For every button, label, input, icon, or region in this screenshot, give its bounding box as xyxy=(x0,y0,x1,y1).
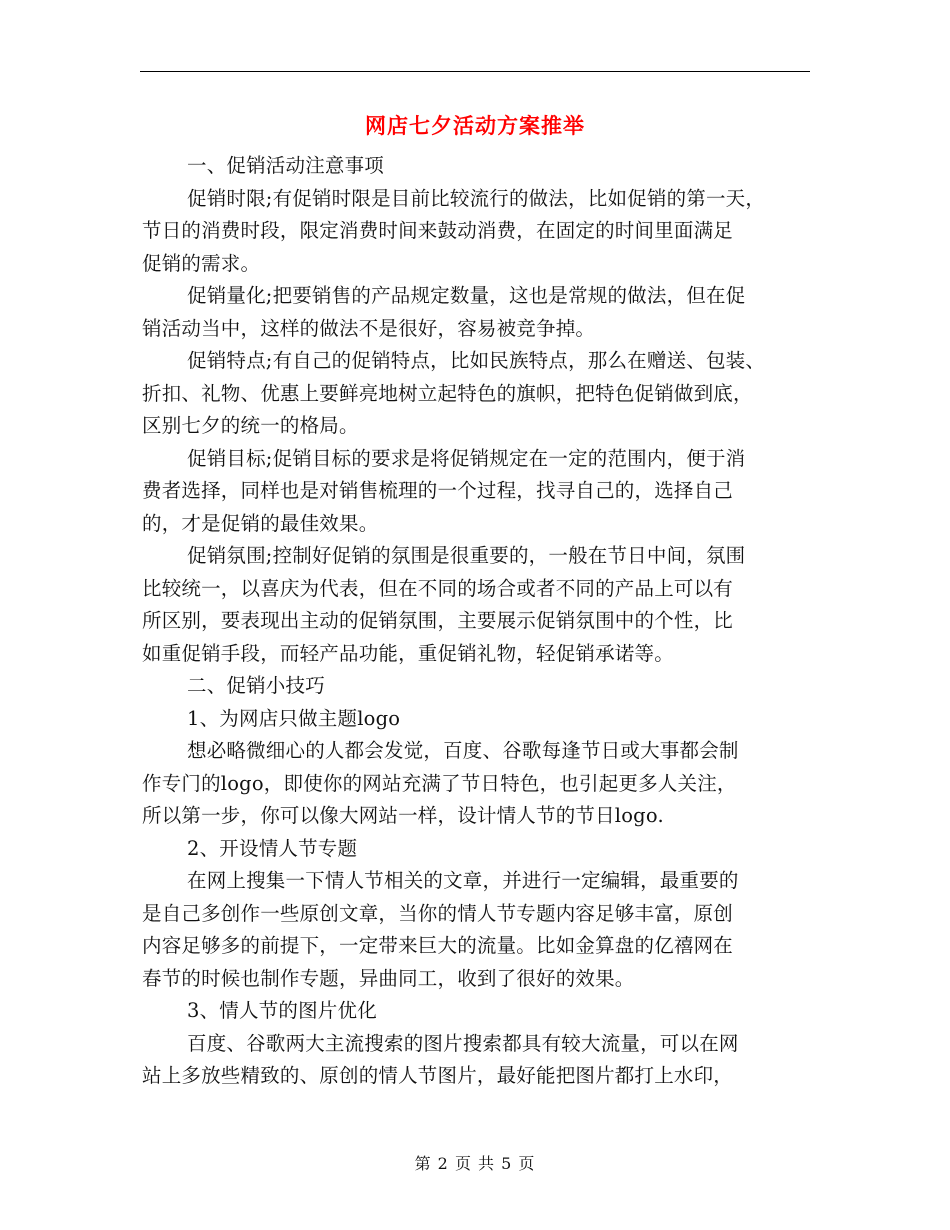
body-line: 内容足够多的前提下，一定带来巨大的流量。比如金算盘的亿禧网在 xyxy=(142,934,734,957)
body-line: 2、开设情人节专题 xyxy=(187,836,358,860)
body-line: 在网上搜集一下情人节相关的文章，并进行一定编辑，最重要的 xyxy=(187,869,739,892)
body-line: 1、为网店只做主题logo xyxy=(187,706,401,730)
body-line: 促销的需求。 xyxy=(142,251,261,275)
body-line: 促销目标;促销目标的要求是将促销规定在一定的范围内，便于消 xyxy=(187,446,746,470)
body-line: 所区别，要表现出主动的促销氛围，主要展示促销氛围中的个性，比 xyxy=(142,609,734,632)
body-line: 的，才是促销的最佳效果。 xyxy=(142,511,379,535)
body-line: 节日的消费时段，限定消费时间来鼓动消费，在固定的时间里面满足 xyxy=(142,219,734,242)
body-line: 3、情人节的图片优化 xyxy=(187,999,377,1022)
body-line: 促销氛围;控制好促销的氛围是很重要的，一般在节日中间，氛围 xyxy=(187,544,746,567)
body-line: 作专门的logo，即使你的网站充满了节日特色，也引起更多人关注， xyxy=(142,771,737,795)
body-line: 区别七夕的统一的格局。 xyxy=(142,414,359,437)
body-line: 费者选择，同样也是对销售梳理的一个过程，找寻自己的，选择自己 xyxy=(142,479,734,502)
header-rule xyxy=(140,71,810,72)
page-number-footer: 第 2 页 共 5 页 xyxy=(414,1154,536,1173)
body-line: 想必略微细心的人都会发觉，百度、谷歌每逢节日或大事都会制 xyxy=(187,739,739,762)
body-line: 促销特点;有自己的促销特点，比如民族特点，那么在赠送、包装、 xyxy=(187,349,766,372)
body-line: 促销时限;有促销时限是目前比较流行的做法，比如促销的第一天， xyxy=(187,186,766,210)
document-body xyxy=(142,150,812,1093)
body-line: 二、促销小技巧 xyxy=(187,674,325,697)
body-line: 比较统一，以喜庆为代表，但在不同的场合或者不同的产品上可以有 xyxy=(142,576,734,600)
body-line: 促销量化;把要销售的产品规定数量，这也是常规的做法，但在促 xyxy=(187,284,746,307)
body-line: 站上多放些精致的、原创的情人节图片，最好能把图片都打上水印， xyxy=(142,1064,734,1087)
body-line: 是自己多创作一些原创文章，当你的情人节专题内容足够丰富，原创 xyxy=(142,901,734,925)
document-title: 网店七夕活动方案推举 xyxy=(365,113,585,138)
body-line: 销活动当中，这样的做法不是很好，容易被竞争掉。 xyxy=(142,316,596,340)
body-line: 春节的时候也制作专题，异曲同工，收到了很好的效果。 xyxy=(142,966,635,990)
body-line: 如重促销手段，而轻产品功能，重促销礼物，轻促销承诺等。 xyxy=(142,641,674,665)
body-line: 一、促销活动注意事项 xyxy=(187,154,385,177)
body-line: 所以第一步，你可以像大网站一样，设计情人节的节日logo. xyxy=(142,804,664,827)
body-line: 折扣、礼物、优惠上要鲜亮地树立起特色的旗帜，把特色促销做到底， xyxy=(142,381,753,405)
body-line: 百度、谷歌两大主流搜索的图片搜索都具有较大流量，可以在网 xyxy=(187,1031,739,1055)
